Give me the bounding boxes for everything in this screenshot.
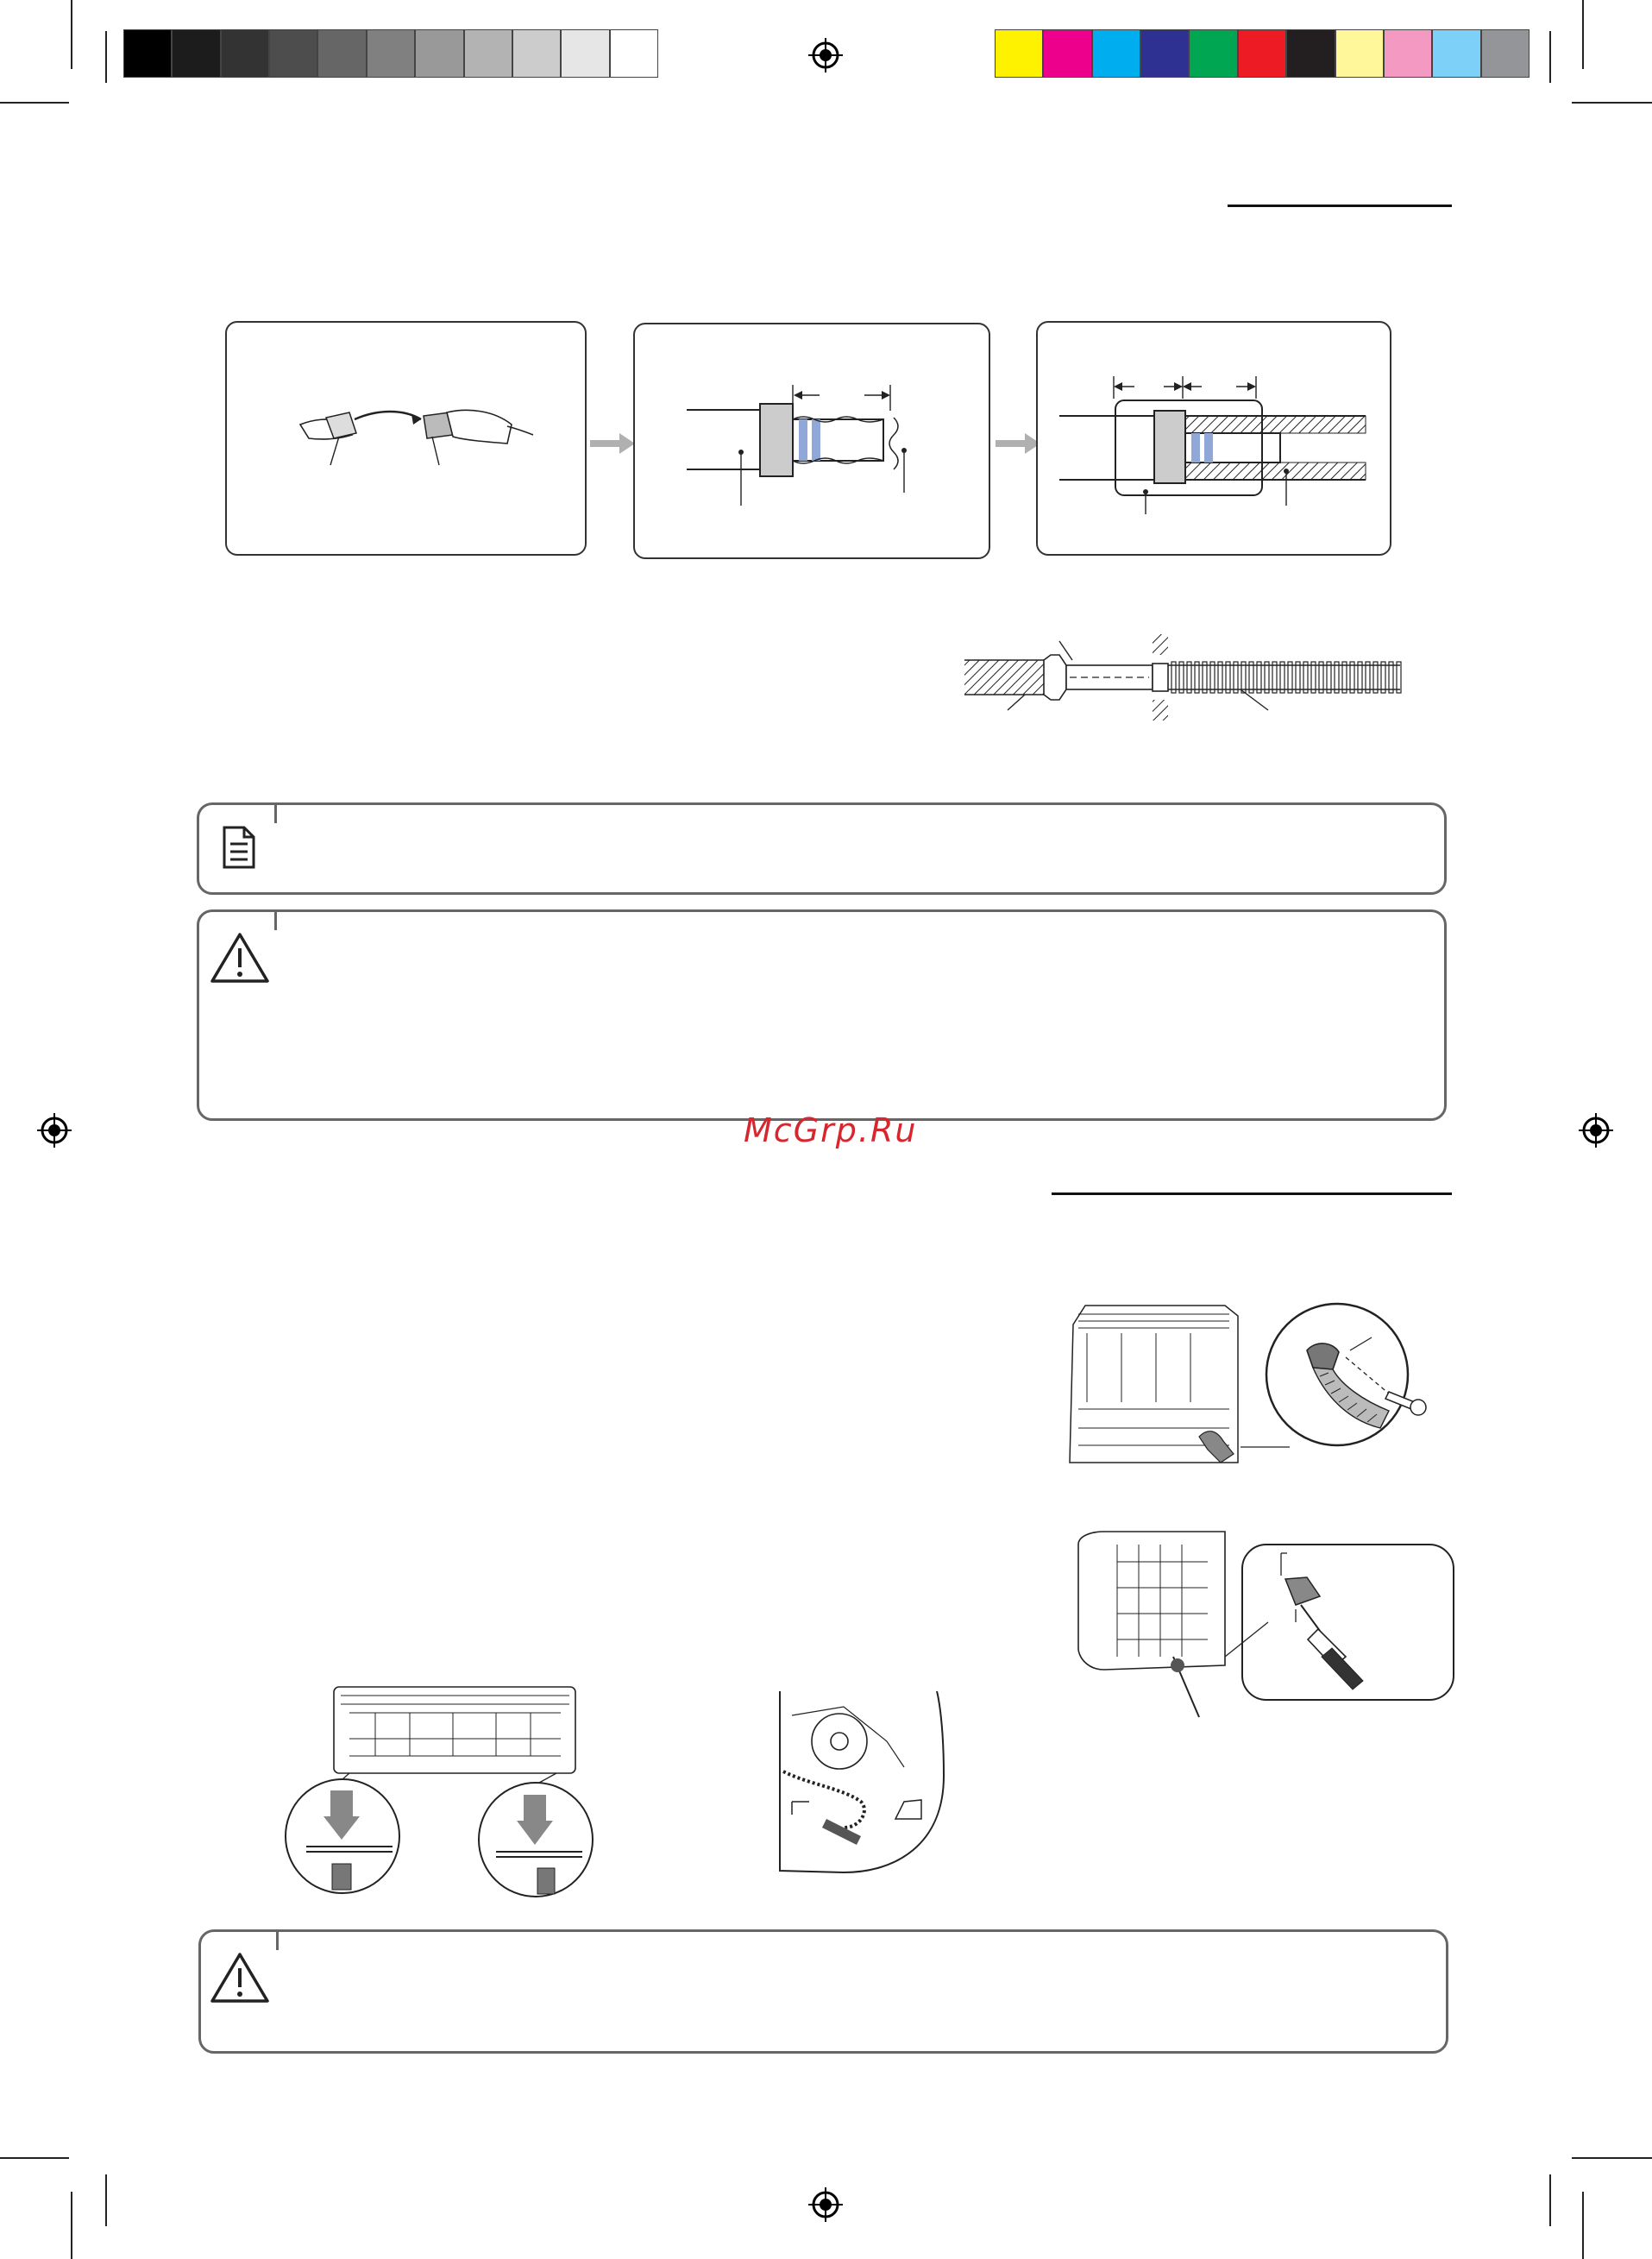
caution-box-2 <box>198 1929 1448 2054</box>
step-panel-2 <box>633 323 990 559</box>
crop-mark-top-left-v <box>71 0 72 69</box>
crop-mark-bottom-left-v2 <box>105 2174 107 2226</box>
indoor-unit-side-section-illustration <box>775 1690 947 1875</box>
indoor-unit-drain-hose-illustration <box>1070 1299 1449 1471</box>
crop-mark-bottom-right-v <box>1582 2192 1584 2259</box>
crop-mark-top-left-v2 <box>105 31 107 83</box>
calibration-swatch <box>464 29 512 78</box>
hose-insertion-diagram <box>635 324 992 561</box>
section-rule-top <box>1228 205 1452 207</box>
calibration-swatch <box>367 29 415 78</box>
calibration-swatch <box>1286 29 1335 78</box>
calibration-swatch <box>1043 29 1091 78</box>
registration-mark-icon <box>1579 1113 1613 1148</box>
caution-box-tab <box>276 1929 279 1950</box>
indoor-unit-front-detail-illustration <box>280 1683 600 1907</box>
hose-sealed-diagram <box>1038 323 1393 557</box>
calibration-swatch <box>1384 29 1432 78</box>
section-rule-middle <box>1052 1192 1452 1195</box>
calibration-swatch <box>172 29 220 78</box>
crop-mark-bottom-right-h <box>1572 2157 1652 2159</box>
caution-box-1 <box>197 909 1447 1121</box>
crop-mark-top-left-h <box>0 102 69 104</box>
watermark: McGrp.Ru <box>744 1111 918 1149</box>
hands-connecting-hose-illustration <box>227 323 588 557</box>
calibration-swatch <box>610 29 658 78</box>
calibration-swatch <box>123 29 172 78</box>
calibration-swatch <box>221 29 269 78</box>
calibration-swatch <box>1481 29 1530 78</box>
note-box-tab <box>274 802 277 823</box>
crop-mark-top-right-v <box>1582 0 1584 69</box>
calibration-swatch <box>1335 29 1384 78</box>
registration-mark-icon <box>808 2187 843 2222</box>
calibration-swatch <box>269 29 317 78</box>
calibration-swatch <box>512 29 561 78</box>
registration-mark-icon <box>808 38 843 72</box>
calibration-swatch <box>317 29 366 78</box>
crop-mark-bottom-left-h <box>0 2157 69 2159</box>
calibration-swatch <box>1432 29 1480 78</box>
grayscale-strip <box>123 29 658 78</box>
note-box <box>197 802 1447 895</box>
hose-through-wall-diagram <box>964 626 1413 720</box>
crop-mark-bottom-left-v <box>71 2192 72 2259</box>
caution-box-tab <box>274 909 277 930</box>
calibration-swatch <box>1092 29 1140 78</box>
crop-mark-bottom-right-v2 <box>1549 2174 1551 2226</box>
calibration-swatch <box>1189 29 1237 78</box>
registration-mark-icon <box>37 1113 72 1148</box>
crop-mark-top-right-h <box>1572 102 1652 104</box>
step-panel-1 <box>225 321 587 556</box>
calibration-swatch <box>1140 29 1189 78</box>
calibration-swatch <box>415 29 463 78</box>
indoor-unit-screwdriver-illustration <box>1070 1527 1458 1717</box>
warning-icon <box>210 1951 270 2004</box>
step-panel-3 <box>1036 321 1391 556</box>
calibration-swatch <box>561 29 609 78</box>
warning-icon <box>210 931 270 985</box>
calibration-swatch <box>995 29 1043 78</box>
calibration-swatch <box>1238 29 1286 78</box>
note-icon <box>222 825 256 870</box>
color-strip <box>995 29 1530 78</box>
crop-mark-top-right-v2 <box>1549 31 1551 83</box>
